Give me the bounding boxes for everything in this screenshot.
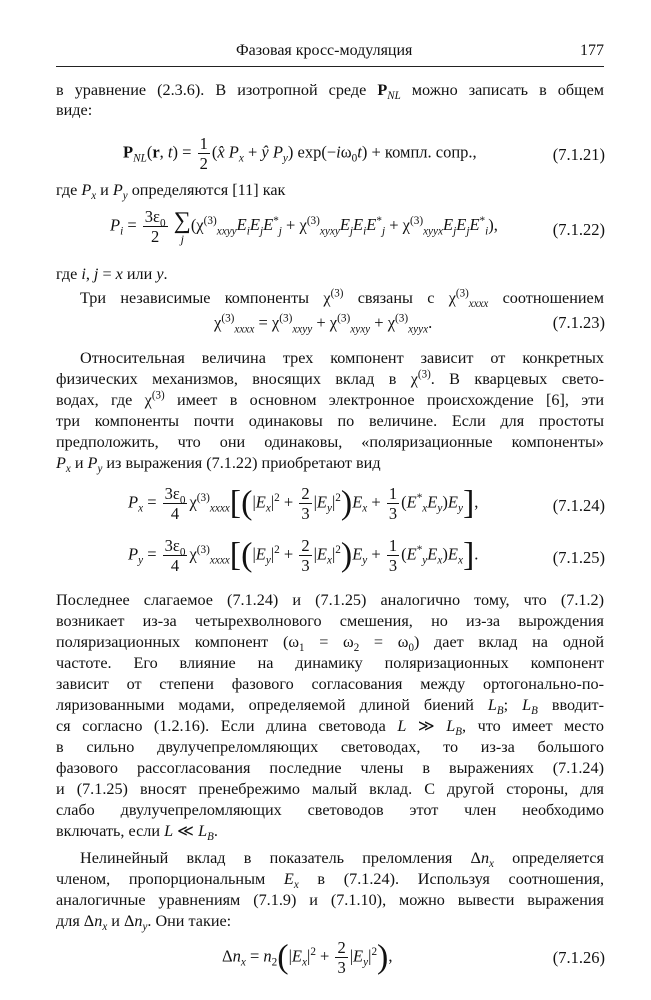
text-line: поляризационных компонент $(\omega_1 = \omega_2 = \omega_0)$ дает вклад на одной (56, 633, 604, 655)
equation-7-1-24: $P_x$ = $\frac{3\varepsilon_0}{4}$ $\chi^{(3)}_{xxxx}[(|E_x|^2$ + $\frac{2}{3}$ $|E_y|^2)E_x$ + $\frac{1}{3}$ $(E^*_xE_y)E_y$], (128, 484, 479, 523)
page-number: 177 (580, 42, 604, 59)
equation-number: (7.1.23) (552, 313, 605, 332)
text-line: фазового рассогласования последние члены в выражениях (7.1.24) (56, 759, 604, 777)
text-line: Нелинейный вклад в показатель преломления $\Delta n_x$ определяется (80, 849, 604, 871)
equation-7-1-25: $P_y$ = $\frac{3\varepsilon_0}{4}$ $\chi^{(3)}_{xxxx}[(|E_y|^2$ + $\frac{2}{3}$ $|E_x|^2)E_y$ + $\frac{1}{3}$ $(E^*_yE_x)E_x$]. (128, 536, 479, 575)
equation-7-1-21: $P_{NL}(r$, t) = $\frac{1}{2}$ (x̂ $P_x$ + ŷ $P_y$) $\exp(-i\omega_0t)$ + компл. сопр., (123, 134, 477, 173)
text-line: в уравнение (2.3.6). В изотропной среде $P_{NL}$ можно записать в общем (56, 81, 604, 103)
equation-number: (7.1.26) (552, 948, 605, 967)
text-line: в сильно двулучепреломляющих световодах, то из-за большого (56, 738, 604, 756)
text-line: $P_x$ и $P_y$ из выражения (7.1.22) приобретают вид (56, 454, 381, 476)
text-line: членом, пропорциональным $E_x$ в (7.1.24). Используя соотношения, (56, 870, 605, 892)
text-line: зависит от степени фазового согласования между ортогонально-по- (56, 675, 604, 693)
text-line: Последнее слагаемое (7.1.24) и (7.1.25) аналогично тому, что (7.1.2) (56, 591, 604, 609)
text-line: где i, j = x или y. (56, 265, 168, 283)
text-line: ся согласно (1.2.16). Если длина световода L ≫ $L_B$, что имеет место (56, 717, 604, 739)
running-header (56, 40, 604, 67)
text-line: включать, если L ≪ $L_B$. (56, 822, 218, 844)
equation-number: (7.1.22) (552, 220, 605, 239)
equation-number: (7.1.21) (552, 145, 605, 164)
text-line: виде: (56, 101, 93, 119)
text-line: возникает из-за четырехволнового смешения, но из-за вырождения (56, 612, 604, 630)
equation-7-1-23: $\chi^{(3)}_{xxxx} = \chi^{(3)}_{xxyy} + \chi^{(3)}_{xyxy} + \chi^{(3)}_{xyyx}$. (214, 312, 433, 336)
equation-number: (7.1.24) (552, 496, 605, 515)
running-title: Фазовая кросс-модуляция (236, 42, 413, 59)
text-line: аналогичные уравнениям (7.1.9) и (7.1.10), можно вывести выражения (56, 891, 604, 909)
equation-7-1-22: $P_i$ = $\frac{3\varepsilon_0}{2}$ ∑ j $(\chi^{(3)}_{xxyy}E_iE_jE^*_j + \chi^{(3)}_{xyxy}E_jE_iE^*_j + \chi^{(3)}_{xyyx}E_jE_jE^*_i)$, (110, 207, 498, 246)
text-line: Относительная величина трех компонент зависит от конкретных (80, 349, 604, 367)
text-line: где $P_x$ и $P_y$ определяются [11] как (56, 181, 286, 203)
text-line: водах, где $\chi^{(3)}$ имеет в основном электронное происхождение [6], эти (56, 389, 604, 409)
text-line: частоте. Его влияние на динамику поляризационных компонент (56, 654, 604, 672)
text-line: Три независимые компоненты $\chi^{(3)}$ связаны с $\chi^{(3)}_{xxxx}$ соотношением (80, 287, 604, 311)
text-line: физических механизмов, вносящих вклад в $\chi^{(3)}$. В кварцевых свето- (56, 368, 604, 388)
text-line: предположить, что они одинаковы, «поляризационные компоненты» (56, 433, 604, 451)
text-line: ляризованными модами, определяемой длиной биений $L_B$; $L_B$ вводит- (56, 696, 605, 718)
equation-7-1-26: $\Delta n_x = n_2(|E_x|^2$ + $\frac{2}{3}$ $|E_y|^2$), (222, 938, 393, 977)
text-line: для $\Delta n_x$ и $\Delta n_y$. Они такие: (56, 912, 232, 934)
text-line: три компоненты почти одинаковы по величине. Если для простоты (56, 412, 604, 430)
equation-number: (7.1.25) (552, 548, 605, 567)
text-line: и (7.1.25) вносят пренебрежимо малый вклад. С другой стороны, для (56, 780, 604, 798)
text-line: слабо двулучепреломляющих световодов этот член необходимо (56, 801, 604, 819)
